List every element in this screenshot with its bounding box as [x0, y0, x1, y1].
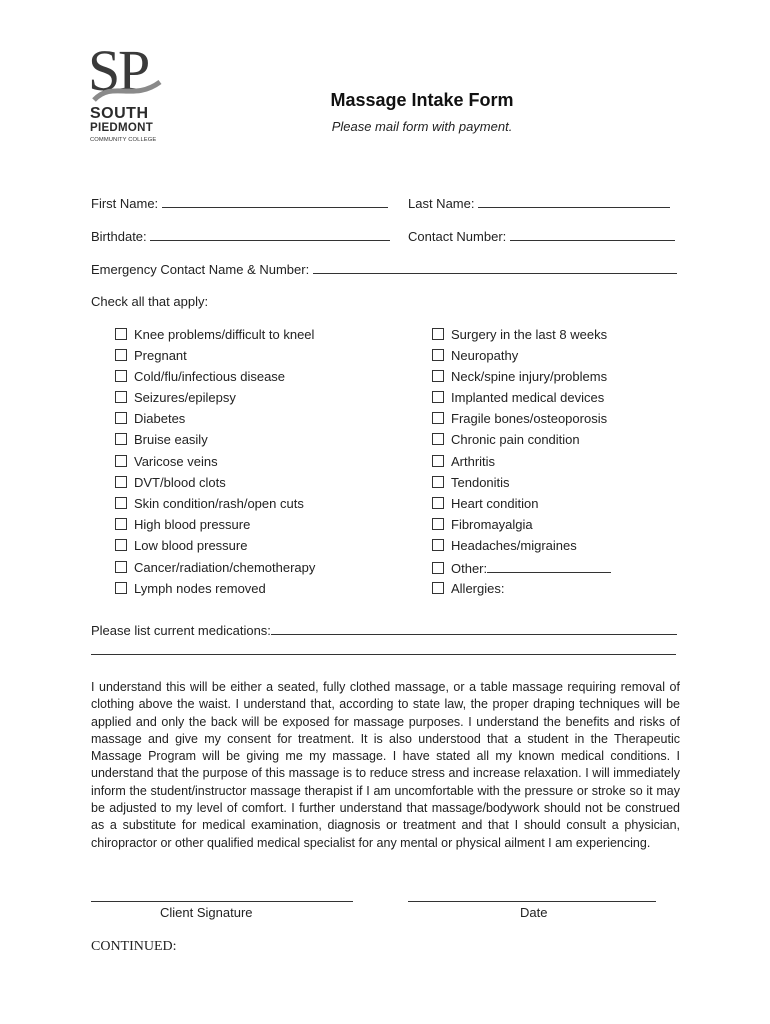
checkbox-icon[interactable] [432, 391, 444, 403]
last-name-field[interactable] [408, 195, 670, 211]
checkbox-item[interactable]: Chronic pain condition [432, 432, 580, 447]
checkbox-item[interactable]: Lymph nodes removed [115, 581, 266, 596]
checkbox-item[interactable]: Fibromayalgia [432, 517, 533, 532]
checkbox-item[interactable]: Neuropathy [432, 348, 518, 363]
birthdate-field[interactable] [91, 228, 390, 244]
checkbox-item[interactable]: Pregnant [115, 348, 187, 363]
checkbox-item[interactable]: Diabetes [115, 411, 185, 426]
emergency-contact-field[interactable] [91, 261, 677, 277]
checkbox-icon[interactable] [432, 349, 444, 361]
emergency-contact-line[interactable] [313, 261, 677, 274]
checkbox-item[interactable]: Cold/flu/infectious disease [115, 369, 285, 384]
checkbox-item[interactable]: Tendonitis [432, 475, 510, 490]
checkbox-item[interactable]: Fragile bones/osteoporosis [432, 411, 607, 426]
checkbox-icon[interactable] [115, 455, 127, 467]
checkbox-icon[interactable] [432, 518, 444, 530]
checkbox-icon[interactable] [432, 328, 444, 340]
medications-label: Please list current medications: [91, 623, 271, 638]
checkbox-item[interactable]: Seizures/epilepsy [115, 390, 236, 405]
checkbox-item-other[interactable]: Other: [432, 560, 611, 576]
date-label: Date [520, 905, 548, 920]
checkbox-icon[interactable] [432, 412, 444, 424]
contact-number-line[interactable] [510, 228, 675, 241]
checkbox-icon[interactable] [115, 561, 127, 573]
checkbox-item[interactable]: Neck/spine injury/problems [432, 369, 607, 384]
first-name-label: First Name: [91, 196, 159, 211]
form-title: Massage Intake Form [330, 90, 514, 110]
checkbox-item[interactable]: Implanted medical devices [432, 390, 604, 405]
checkbox-item[interactable]: Heart condition [432, 496, 538, 511]
checkbox-icon[interactable] [432, 539, 444, 551]
checkbox-icon[interactable] [432, 455, 444, 467]
birthdate-label: Birthdate: [91, 229, 147, 244]
check-prompt: Check all that apply: [91, 294, 209, 309]
checkbox-icon[interactable] [432, 433, 444, 445]
birthdate-line[interactable] [150, 228, 390, 241]
checkbox-icon[interactable] [115, 539, 127, 551]
checkbox-item[interactable]: Arthritis [432, 454, 495, 469]
svg-text:P: P [118, 40, 151, 103]
checkbox-icon[interactable] [432, 370, 444, 382]
consent-paragraph: I understand this will be either a seated, fully clothed massage, or a table massage requiring removal of clothing above the waist. I understand that, according to state law, the proper draping techniques will be applied and only the back will be exposed for massage purposes. I understand the benefits and risks of massage and give my consent for treatment. It is also understood that a student in the Therapeutic Massage Program will be giving me my massage. I have stated all my known medical conditions. I understand that the purpose of this massage is to reduce stress and increase relaxation. I will immediately inform the student/instructor massage therapist if I am uncomfortable with the pressure or stroke so it may be adjusted to my level of comfort. I further understand that massage/bodywork should not be construed as a substitute for medical examination, diagnosis or treatment and that I should consult a physician, chiropractor or other qualified medical specialist for any mental or physical ailment I am experiencing. [91, 680, 680, 850]
logo-line-community-college: COMMUNITY COLLEGE [90, 137, 157, 143]
emergency-contact-label: Emergency Contact Name & Number: [91, 262, 310, 277]
checkbox-icon[interactable] [115, 433, 127, 445]
checkbox-item[interactable]: Headaches/migraines [432, 538, 577, 553]
first-name-line[interactable] [162, 195, 388, 208]
checkbox-icon[interactable] [115, 582, 127, 594]
medications-line[interactable] [271, 622, 677, 635]
checkbox-icon[interactable] [432, 476, 444, 488]
date-line[interactable] [408, 901, 656, 902]
first-name-field[interactable] [91, 195, 388, 211]
other-line[interactable] [487, 560, 611, 573]
continued-label: CONTINUED: [91, 939, 177, 954]
last-name-label: Last Name: [408, 196, 475, 211]
checkbox-icon[interactable] [432, 562, 444, 574]
svg-text:S: S [88, 40, 121, 103]
checkbox-item[interactable]: Surgery in the last 8 weeks [432, 327, 607, 342]
checkbox-icon[interactable] [432, 582, 444, 594]
checkbox-icon[interactable] [115, 497, 127, 509]
checkbox-item[interactable]: Bruise easily [115, 432, 208, 447]
logo-line-south: SOUTH [90, 105, 149, 122]
client-signature-label: Client Signature [160, 905, 253, 920]
client-signature-line[interactable] [91, 901, 353, 902]
form-subtitle: Please mail form with payment. [331, 119, 513, 134]
checkbox-item[interactable]: Knee problems/difficult to kneel [115, 327, 314, 342]
checkbox-item[interactable]: Cancer/radiation/chemotherapy [115, 560, 315, 575]
last-name-line[interactable] [478, 195, 670, 208]
checkbox-item[interactable]: Skin condition/rash/open cuts [115, 496, 304, 511]
medications-line-2[interactable] [91, 654, 676, 655]
checkbox-icon[interactable] [115, 349, 127, 361]
contact-number-field[interactable] [408, 228, 675, 244]
checkbox-item-allergies[interactable]: Allergies: [432, 581, 504, 596]
checkbox-icon[interactable] [115, 328, 127, 340]
medications-field[interactable] [91, 622, 677, 638]
checkbox-item[interactable]: Low blood pressure [115, 538, 247, 553]
checkbox-icon[interactable] [115, 476, 127, 488]
checkbox-icon[interactable] [115, 518, 127, 530]
logo-line-piedmont: PIEDMONT [90, 122, 154, 134]
checkbox-icon[interactable] [115, 412, 127, 424]
checkbox-icon[interactable] [115, 391, 127, 403]
checkbox-item[interactable]: Varicose veins [115, 454, 218, 469]
checkbox-icon[interactable] [432, 497, 444, 509]
checkbox-item[interactable]: DVT/blood clots [115, 475, 226, 490]
checkbox-icon[interactable] [115, 370, 127, 382]
checkbox-item[interactable]: High blood pressure [115, 517, 250, 532]
contact-number-label: Contact Number: [408, 229, 507, 244]
